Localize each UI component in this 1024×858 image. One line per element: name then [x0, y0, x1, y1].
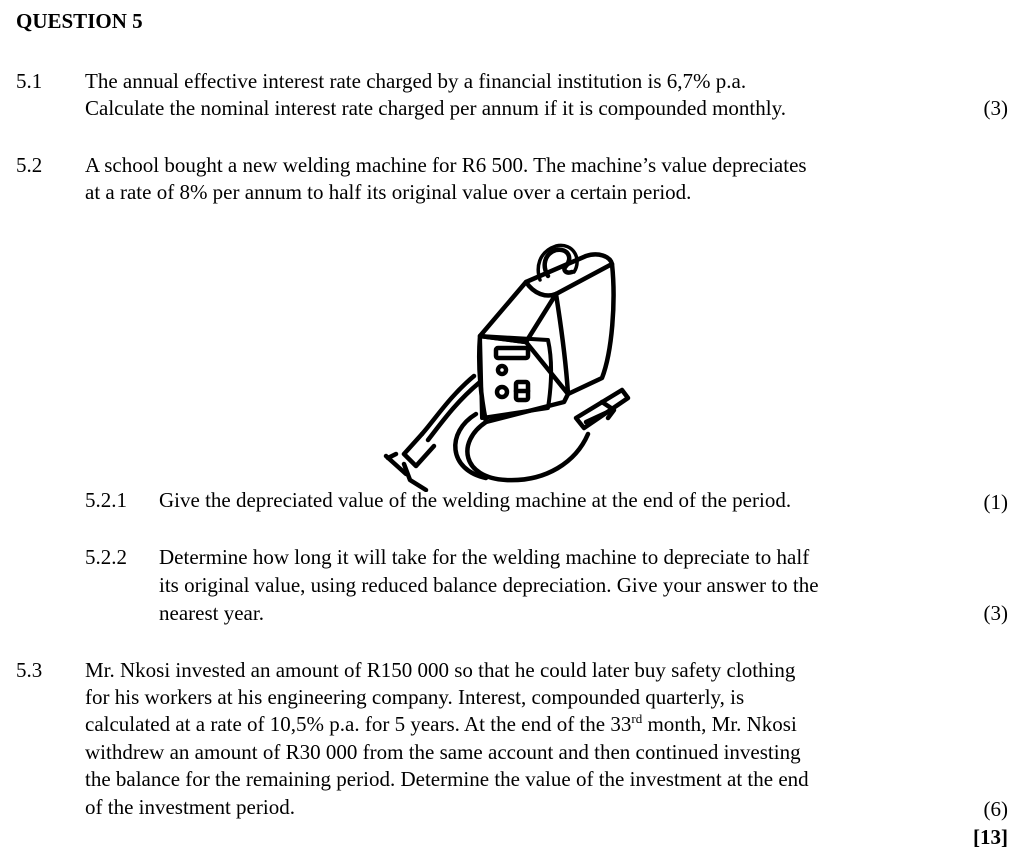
welding-machine-icon: [376, 242, 640, 492]
marks-allocation: (3): [983, 96, 1008, 120]
question-text-line: its original value, using reduced balance depreciation. Give your answer to the: [159, 573, 819, 597]
question-text-line: Give the depreciated value of the welding machine at the end of the period.: [159, 488, 792, 512]
question-number: 5.3: [16, 658, 43, 682]
question-text-line: Mr. Nkosi invested an amount of R150 000 so that he could later buy safety clothing: [85, 658, 796, 682]
question-number: 5.1: [16, 69, 43, 93]
superscript-ordinal: rd: [631, 711, 643, 726]
question-text-line: [85, 711, 797, 739]
question-text-line: The annual effective interest rate charged by a financial institution is 6,7% p.a.: [85, 69, 747, 93]
question-number: 5.2.2: [85, 545, 127, 569]
total-marks: [13]: [973, 825, 1008, 849]
question-number: 5.2: [16, 153, 43, 177]
question-text-line: Calculate the nominal interest rate charged per annum if it is compounded monthly.: [85, 96, 786, 120]
marks-allocation: (6): [983, 797, 1008, 821]
question-title: QUESTION 5: [16, 9, 143, 33]
text-segment: month, Mr. Nkosi: [642, 712, 797, 736]
question-text-line: for his workers at his engineering company. Interest, compounded quarterly, is: [85, 685, 745, 709]
question-text-line: Determine how long it will take for the welding machine to depreciate to half: [159, 545, 810, 569]
question-number: 5.2.1: [85, 488, 127, 512]
question-text-line: the balance for the remaining period. Determine the value of the investment at the end: [85, 767, 809, 791]
marks-allocation: (3): [983, 601, 1008, 625]
question-text-line: of the investment period.: [85, 795, 295, 819]
text-segment: calculated at a rate of 10,5% p.a. for 5 years. At the end of the 33: [85, 712, 632, 736]
marks-allocation: (1): [983, 490, 1008, 514]
question-text-line: withdrew an amount of R30 000 from the same account and then continued investing: [85, 740, 801, 764]
question-text-line: nearest year.: [159, 601, 264, 625]
question-text-line: at a rate of 8% per annum to half its original value over a certain period.: [85, 180, 692, 204]
question-text-line: A school bought a new welding machine for R6 500. The machine’s value depreciates: [85, 153, 807, 177]
